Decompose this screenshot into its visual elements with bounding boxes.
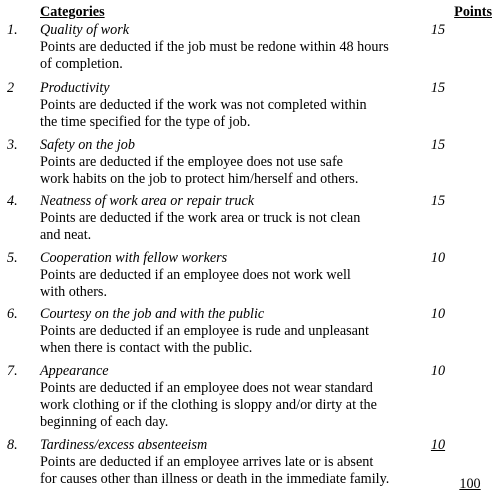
description-line: Points are deducted if an employee is rude and unpleasant bbox=[40, 323, 369, 339]
description-line: Points are deducted if an employee does not wear standard bbox=[40, 380, 373, 396]
points-header: Points bbox=[454, 4, 492, 20]
item-number: 4. bbox=[7, 193, 18, 209]
item-number: 6. bbox=[7, 306, 18, 322]
description-line: Points are deducted if an employee does not work well bbox=[40, 267, 351, 283]
description-line: with others. bbox=[40, 284, 107, 300]
item-number: 8. bbox=[7, 437, 18, 453]
item-description bbox=[40, 323, 490, 357]
description-line: Points are deducted if the work was not completed within bbox=[40, 97, 367, 113]
item-points: 10 bbox=[430, 363, 446, 379]
description-line: Points are deducted if the job must be redone within 48 hours bbox=[40, 39, 389, 55]
item-title: Quality of work bbox=[40, 22, 130, 38]
item-description bbox=[40, 267, 490, 301]
item-points: 15 bbox=[430, 193, 446, 209]
item-title: Tardiness/excess absenteeism bbox=[40, 437, 208, 453]
item-points: 10 bbox=[430, 306, 446, 322]
item-title: Cooperation with fellow workers bbox=[40, 250, 228, 266]
description-line: work clothing or if the clothing is sloppy and/or dirty at the bbox=[40, 397, 377, 413]
categories-header: Categories bbox=[40, 4, 105, 20]
item-points: 10 bbox=[430, 250, 446, 266]
item-description bbox=[40, 154, 490, 188]
item-description bbox=[40, 39, 490, 73]
description-line: for causes other than illness or death in the immediate family. bbox=[40, 471, 390, 487]
item-number: 5. bbox=[7, 250, 18, 266]
item-title: Safety on the job bbox=[40, 137, 135, 153]
item-points: 15 bbox=[430, 22, 446, 38]
description-line: when there is contact with the public. bbox=[40, 340, 253, 356]
item-title: Courtesy on the job and with the public bbox=[40, 306, 265, 322]
item-number: 2 bbox=[7, 80, 15, 96]
description-line: work habits on the job to protect him/herself and others. bbox=[40, 171, 359, 187]
description-line: and neat. bbox=[40, 227, 92, 243]
item-points: 15 bbox=[430, 137, 446, 153]
item-description bbox=[40, 97, 490, 131]
item-title: Productivity bbox=[40, 80, 110, 96]
item-number: 1. bbox=[7, 22, 18, 38]
description-line: the time specified for the type of job. bbox=[40, 114, 251, 130]
item-description bbox=[40, 210, 490, 244]
description-line: Points are deducted if an employee arrives late or is absent bbox=[40, 454, 374, 470]
description-line: Points are deducted if the work area or truck is not clean bbox=[40, 210, 361, 226]
item-title: Neatness of work area or repair truck bbox=[40, 193, 255, 209]
description-line: beginning of each day. bbox=[40, 414, 169, 430]
description-line: of completion. bbox=[40, 56, 123, 72]
item-title: Appearance bbox=[40, 363, 109, 379]
total-points: 100 bbox=[459, 476, 481, 492]
item-points: 15 bbox=[430, 80, 446, 96]
item-description bbox=[40, 380, 490, 431]
item-points: 10 bbox=[430, 437, 446, 453]
item-description bbox=[40, 454, 490, 488]
item-number: 7. bbox=[7, 363, 18, 379]
description-line: Points are deducted if the employee does not use safe bbox=[40, 154, 343, 170]
item-number: 3. bbox=[7, 137, 18, 153]
